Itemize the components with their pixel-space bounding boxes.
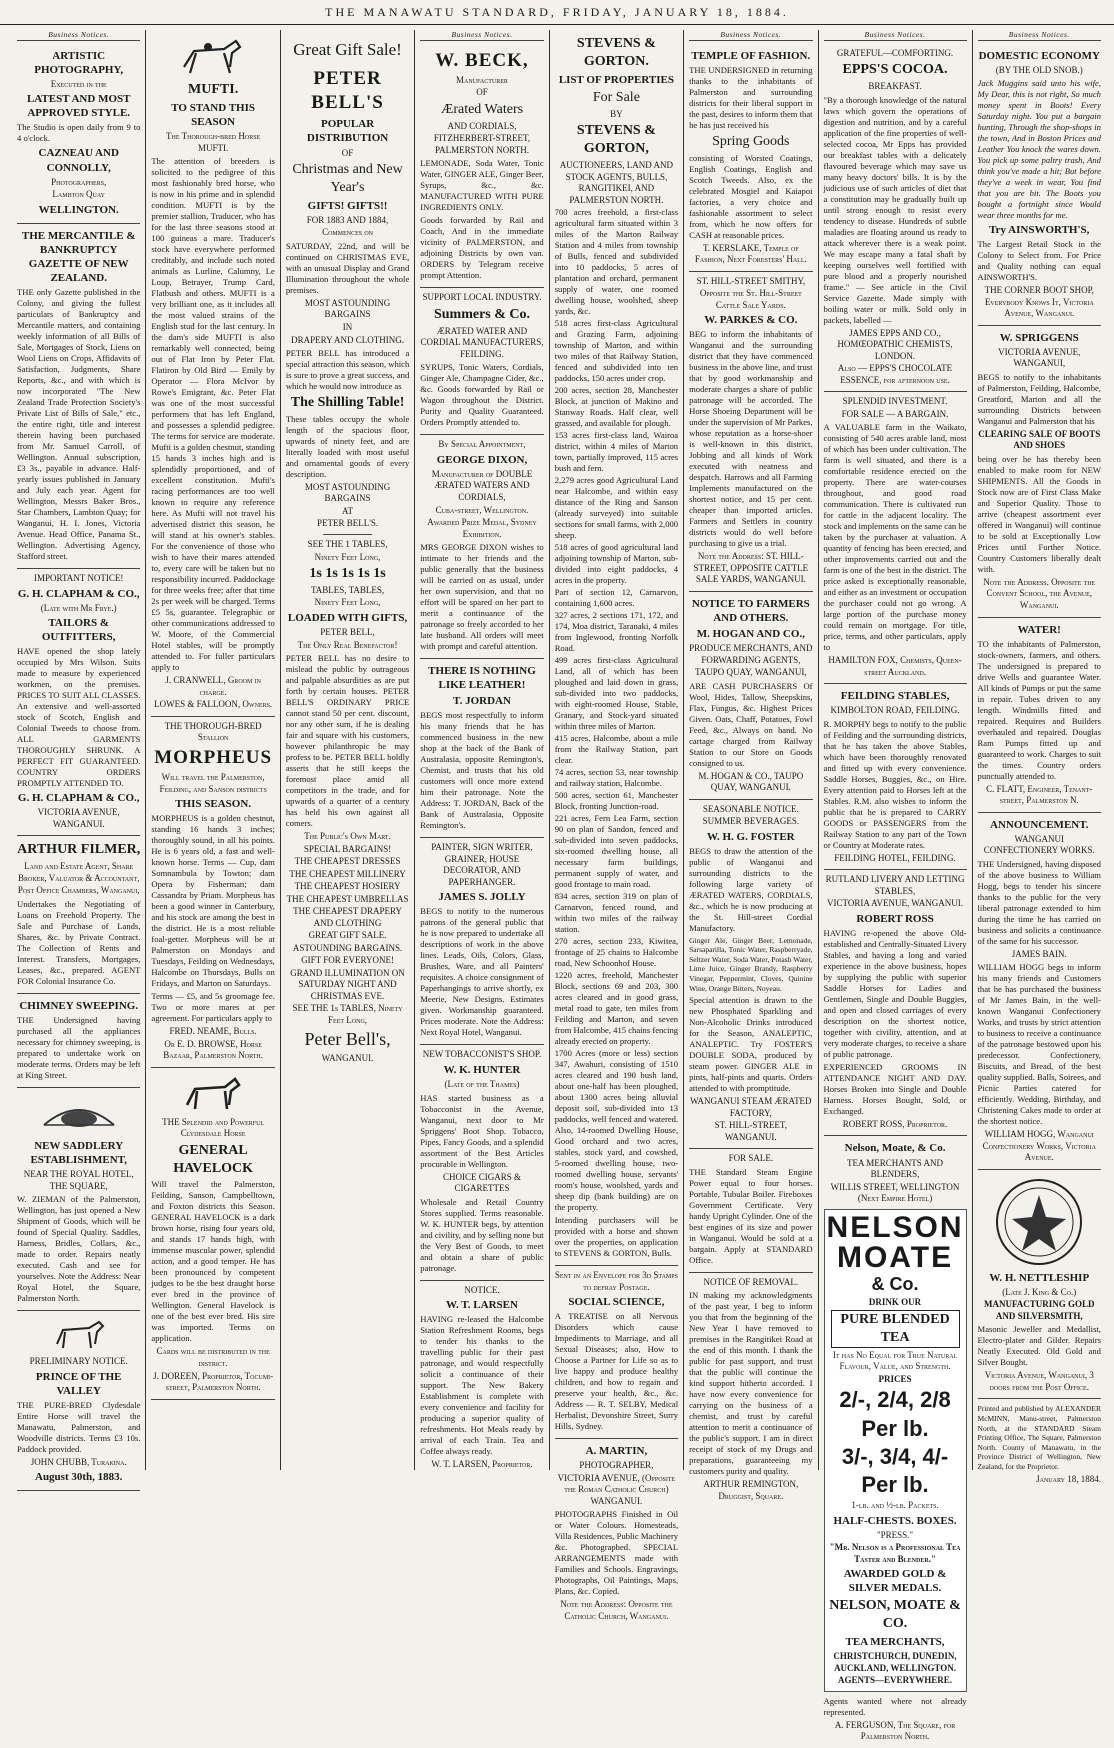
draught-horse-engraving-icon <box>181 1075 245 1113</box>
bargain-item: THE CHEAPEST DRESSES <box>294 856 401 867</box>
property-list <box>555 207 678 1213</box>
racehorse-engraving-icon <box>178 37 248 77</box>
ad-arthur-filmer: ARTHUR FILMER, Land and Estate Agent, Share Broker, Valuator & Accountant, Post Office Chambers, Wanganui, Undertakes the Negotiating of Loans on Freehold Property. The Sale and Purchase of Lands, Shares, &c. by Private Contract. The Collection of Rents and Interest. Transfers, Mortgages, Leases, &c., prepared. AGENT FOR Colonial Insurance Co. <box>17 836 140 993</box>
property-lot: 270 acres, section 233, Kiwitea, frontage of 25 chains to Halcombe road, New Schoonhof House. <box>554 936 679 969</box>
bargain-item: THE CHEAPEST UMBRELLAS <box>286 893 409 904</box>
ad-peter-bell: Great Gift Sale! PETER BELL'S POPULAR DISTRIBUTION OF Christmas and New Year's GIFTS! GIFTS!! FOR 1883 AND 1884, Commences on SATURDAY, 22nd, and will be continued on CHRISTMAS EVE, with an unusual Display and Grand Illumination throughout the whole premises. MOST ASTOUNDING BARGAINS IN DRAPERY AND CLOTHING. PETER BELL has introduced a special attraction this season, which is sure to prove a great success, and which he would now introduce as The Shilling Table! These tables occupy the whole length of the spacious floor, upwards of ninety feet, and are literally loaded with most useful and ornamental goods of every description. MOST ASTOUNDING BARGAINS AT PETER BELL'S. SEE THE 1 TABLES, Ninety Feet Long, 1s 1s 1s 1s 1s TABLES, TABLES, Ninety Feet Long, LOADED WITH GIFTS, PETER BELL, The Only Real Benefactor! PETER BELL has no desire to mislead the public by outrageous and palpable absurdities as are put forth by certain houses. PETER BELL'S ORDINARY PRICE cannot stand 50 per cent. discount, nor any other sum, if he is dealing fair and square with his customers, however philanthropic he may profess to be. PETER BELL boldly asserts that he still keeps the foremost place amid all competitors in the trade, and for upwards of a quarter of a century has held his own against all comers. The Public's Own Mart. SPECIAL BARGAINS! THE CHEAPEST DRESSES THE CHEAPEST MILLINERY THE CHEAPEST HOSIERY THE CHEAPEST UMBRELLAS THE CHEAPEST DRAPERY AND CLOTHING GREAT GIFT SALE. ASTOUNDING BARGAINS. GIFT FOR EVERYONE! GRAND ILLUMINATION ON SATURDAY NIGHT AND CHRISTMAS EVE. SEE THE 1s TABLES, Ninety Feet Long, Peter Bell's, WANGANUI. <box>285 40 410 1064</box>
ad-jordan: THERE IS NOTHING LIKE LEATHER! T. JORDAN BEGS most respectfully to inform his many friends that he has commenced business in the new shop at the back of the Bank of Australasia, opposite Remington's, Chemist, and trusts that his old customers will once more extend him their patronage. Note the Address: T. JORDAN, Back of the Bank of Australasia, Opposite Remington's. <box>420 659 543 838</box>
property-lot: 153 acres first-class land, Wairoa district, within 4 miles of Marton town, partially improved, 115 acres bush and fern. <box>554 430 679 474</box>
ad-hogan: NOTICE TO FARMERS AND OTHERS. M. HOGAN AND CO., PRODUCE MERCHANTS, AND FORWARDING AGENTS, TAUPO QUAY, WANGANUI, ARE CASH PURCHASERS Of Wool, Hides, Tallow, Sheepskins, Flax, Fungus, &c. Highest Prices Given. Oats, Chaff, Potatoes, Fowl Feed, &c., Always on hand. No cartage charged from Railway Station to our Store on Goods consigned to us. M. HOGAN & CO., TAUPO QUAY, WANGANUI. <box>689 592 812 800</box>
column-2 <box>146 30 280 1470</box>
ad-parkes-smithy: ST. HILL-STREET SMITHY, Opposite the St. Hill-Street Cattle Sale Yards. W. PARKES & CO. BEG to inform the inhabitants of Wanganui and the surrounding district that they have commenced business in the above line, and trust that by good workmanship and moderate charges a share of public patronage will be accorded. The Horse Shoeing Department will be under the supervision of Mr Parkes, whose reputation as a horse-shoer is well-known in this district. Jobbing and all kinds of Work executed with neatness and despatch. Harrows and all Farming Implements manufactured on the shortest notice, and 15 per cent. cheaper than imported articles. Farmers and Settlers in country districts would do well before purchasing to give us a trial. Note the Address: ST. HILL-STREET, OPPOSITE CATTLE SALE YARDS, WANGANUI. <box>689 272 812 592</box>
ad-clapham-tailors: IMPORTANT NOTICE! G. H. CLAPHAM & CO., (Late with Mr Frye.) TAILORS & OUTFITTERS, HAVE opened the shop lately occupied by Mrs Wilson. Suits made to measure by experienced workmen, on the premises. PRICES TO SUIT ALL CLASSES. An extensive and well-assorted stock of Scotch, English and Colonial Tweeds to choose from. ALL GARMENTS THOROUGHLY SHRUNK. A PERFECT FIT GUARANTEED. COUNTRY ORDERS PROMPTLY ATTENDED TO. G. H. CLAPHAM & CO., VICTORIA AVENUE, WANGANUI. <box>17 569 140 836</box>
column-4 <box>415 30 549 1470</box>
property-lot: 327 acres, 2 sections 171, 172, and 174, Moa district, Taranaki, 4 miles from Inglewood, fronting Norfolk Road. <box>554 610 679 654</box>
ad-chimney-sweeping: CHIMNEY SWEEPING. THE Undersigned having purchased all the appliances necessary for chimney sweeping, is prepared to undertake work on moderate terms. Orders may be left at King Street. <box>17 994 140 1088</box>
property-lot: 499 acres first-class Agricultural Land, all of which has been ploughed and laid down in grass, sub-divided into two paddocks, with eight-roomed House, Stable, Granary, and Stock-yard situated within three miles of Marton. <box>554 655 679 732</box>
ad-general-havelock: THE Splendid and Powerful Clydesdale Horse GENERAL HAVELOCK Will travel the Palmerston, Feilding, Sanson, Campbelltown, and Foxton districts this Season. GENERAL HAVELOCK is a dark brown horse, rising four years old, and stands 17 hands high, with immense muscular power, splendid action, and a good temper. He has been pronounced by competent judges to be the best draught horse ever bred in the province of Wellington. General Havelock is one of the best ever bred. His sire was imported. Terms on application. Cards will be distributed in the district. J. DOREEN, Proprietor, Tocumi-street, Palmerston North. <box>151 1068 274 1400</box>
column-6 <box>684 30 818 1501</box>
imprint: Printed and published by ALEXANDER McMINN, Manu-street, Palmerston North, at the STANDARD Steam Printing Office, The Square, Palmerston North. County of Manawatu, in the Province District of Wellington, New Zealand, for the Proprietor. January 18, 1884. <box>977 1404 1101 1484</box>
ad-jolly: PAINTER, SIGN WRITER, GRAINER, HOUSE DECORATOR, AND PAPERHANGER. JAMES S. JOLLY BEGS to notify to the numerous patrons of the general public that he is now prepared to undertake all descriptions of work in the above lines. Leads, Oils, Colors, Glass, Brushes, Ware, and all Painters' requisites. A choice consignment of Paperhangings to arrive shortly, ex Meerie, New Designs. Estimates given. Workmanship guaranteed. Prices moderate. Note the Address: Next Royal Hotel, Wanganui. <box>420 838 543 1045</box>
property-lot: Part of section 12, Carnarvon, containing 1,600 acres. <box>554 587 679 609</box>
column-8 <box>973 30 1106 1484</box>
ad-morpheus: THE THOROUGH-BRED Stallion MORPHEUS Will travel the Palmerston, Feilding, and Sanson districts THIS SEASON. MORPHEUS is a golden chestnut, standing 16 hands 3 inches; thoroughly sound, in all his points. He is 6 years old, a fast and well-known horse. Terms — Cup, dam Somnambula by Towton; dam Opera by Fisherman; dam Cassandra by Priam. Morpheus has been a good winner in Canterbury, and his stock are among the best in the district. He is a most reliable foal-getter. Morpheus will be at Palmerston on Mondays and Tuesdays, Feilding on Wednesdays, Halcombe on Thursdays, Bulls on Fridays, and Marton on Saturdays. Terms — £5, and 5s groomage fee. Two or more mares at per agreement. For particulars apply to FRED. NEAME, Bulls. Or E. D. BROWSE, Horse Bazaar, Palmerston North. <box>151 717 274 1068</box>
divider <box>323 534 372 535</box>
ad-feilding-stables: FEILDING STABLES, KIMBOLTON ROAD, FEILDING. R. MORPHY begs to notify to the public of Feilding and the surrounding districts, that he has taken the above Stables, which have been thoroughly renovated and fitted up with every convenience. Saddle Horses, Buggies, &c., on Hire. Every attention paid to Horses left at the Stables. R.M. also wishes to inform the public that he is prepared to CARRY GOODS or PASSENGERS from the Railway Station to any part of the Town or Country at Moderate rates. FEILDING HOTEL, FEILDING. <box>824 684 967 870</box>
ad-foster: SEASONABLE NOTICE. SUMMER BEVERAGES. W. H. G. FOSTER BEGS to draw the attention of the public of Wanganui and surrounding districts to the following large variety of ÆRATED WATERS, CORDIALS, &c., which he is now producing at the St. Hill-street Cordial Manufactory. Ginger Ale, Ginger Beer, Lemonade, Sarsaparilla, Tonic Water, Raspberryade, Seltzer Water, Soda Water, Potash Water, Lime Juice, Ginger Brandy, Raspberry Vinegar, Peppermint, Cloves, Quinine Wine, Orange Bitters, Noyeau. Special attention is drawn to the new Phosphated Sparkling and Non-Alcoholic Drinks introduced for the Season, ANALEPTIC, ANALEPTIC. Try FOSTER'S DOUBLE SODA, produced by steam power. GINGER ALE in pints, half-pints and quarts. Orders attended to with promptitude. WANGANUI STEAM ÆRATED FACTORY, ST. HILL-STREET, WANGANUI. <box>689 800 812 1150</box>
tea-advertisement-box: NELSON MOATE & Co. DRINK OUR PURE BLENDED TEA It has No Equal for True Natural Flavour, Value, and Strength. PRICES 2/-, 2/4, 2/8 Per lb. 3/-, 3/4, 4/- Per lb. 1-lb. and ½-lb. Packets. HALF-CHESTS. BOXES. "PRESS." "Mr. Nelson is a Professional Tea Taster and Blender." AWARDED GOLD & SILVER MEDALS. NELSON, MOATE & CO. TEA MERCHANTS, CHRISTCHURCH, DUNEDIN, AUCKLAND, WELLINGTON. AGENTS—EVERYWHERE. <box>824 1209 967 1692</box>
property-lot: 1700 Acres (more or less) section 347, Awahuri, consisting of 1510 acres cleared and 190 bush land, about one-half has been ploughed, about 1300 acres being alluvial deposit soil, sub-divided into 13 paddocks, well fenced and watered. Also, 14-roomed Dwelling House, Good orchard and two acres, stables, stock yard, and cowshed, 5-roomed dwelling house, two-roomed dwelling house, servants' room's house, woolshed, yards and sheep dip (bank building) are on the property. <box>554 1048 679 1213</box>
property-lot: 200 acres, section 28, Manchester Block, at junction of Makino and Stanway Roads. Half clear, well grassed, and available for plough. <box>554 385 679 429</box>
ad-social-science: Sent in an Envelope for 3d Stamps to defray Postage. SOCIAL SCIENCE, A TREATISE on all Nervous Disorders which cause Impediments to Marriage, and all Sexual Diseases; also, How to Choose a Partner for Life so as to live happy and produce healthy children, and how to regain and preserve your health, &c., &c. Address — R. T. SELBY, Medical Herbalist, Devonshire Street, Surry Hills, Sydney. <box>555 1266 678 1439</box>
bargain-item: THE CHEAPEST DRAPERY AND CLOTHING <box>293 906 402 928</box>
ad-hunter: NEW TOBACCONIST'S SHOP. W. K. HUNTER (Late of the Thames) HAS started business as a Tobacconist in the Avenue, Wanganui, next door to Mr Spriggens' Boot Shop. Tobacco, Pipes, Fancy Goods, and a splendid assortment of the Best Articles procurable in Wellington. CHOICE CIGARS & CIGARETTES Wholesale and Retail Country Stores supplied. Terms reasonable. W. K. HUNTER begs, by attention and civility, and by selling none but the Very Best of Goods, to meet and obtain a share of public patronage. <box>420 1045 543 1280</box>
property-lot: 834 acres, section 319 on plan of Carnarvon, fenced round, and within two miles of the railway station. <box>554 891 679 935</box>
ad-prince-of-valley: PRELIMINARY NOTICE. PRINCE OF THE VALLEY THE PURE-BRED Clydesdale Entire Horse will travel the Manawatu, Palmerston, and Woodville districts. Terms £3 10s. Paddock provided. JOHN CHUBB, Turakina. August 30th, 1883. <box>17 1311 140 1491</box>
ad-splendid-investment: SPLENDID INVESTMENT. FOR SALE — A BARGAIN. A VALUABLE farm in the Waikato, consisting of 540 acres arable land, most of which has been under cultivation. The farm is well situated, and there is a comfortable residence erected on the property. There are water-courses throughout, and good road communication. There is cultivated run for cattle in the adjacent locality. The stock and implements on the same can be taken by the purchaser at valuation. A quantity of fencing has been erected, and other improvements carried out and the farm is one of the best in the district. The price asked is exceptionally reasonable, and either as an investment or occupation the purchaser could not go wrong. A large portion of the purchase money could remain on mortgage. For title, price, terms, and other particulars, apply to HAMILTON FOX, Chemists, Queen-street Auckland. <box>824 392 967 684</box>
ad-w-beck: W. BECK, Manufacturer OF Ærated Waters AND CORDIALS, FITZHERBERT-STREET, PALMERSTON NORTH. LEMONADE, Soda Water, Tonic Water, GINGER ALE, Ginger Beer, Syrups, &c., &c. MANUFACTURED WITH PURE INGREDIENTS ONLY. Goods forwarded by Rail and Coach, And in the immediate vicinity of PALMERSTON, and adjoining Districts by own van. ORDERS by Telegram receive prompt Attention. <box>420 44 543 289</box>
ad-confectionery-announcement: ANNOUNCEMENT. WANGANUI CONFECTIONERY WORKS. THE Undersigned, having disposed of the above business to William Hogg, begs to tender his sincere thanks to the public for the very liberal patronage extended to him during the time he has carried on business and solicits a continuance of the same for his successor. JAMES BAIN. WILLIAM HOGG begs to inform his many friends and Customers that he has purchased the business of Mr James Bain, in the well-known Wanganui Confectionery Works, and trusts by strict attention to business to receive a continuance of the patronage bestowed upon his predecessor. Confectionery, Biscuits, and Bread, of the best quality supplied. Balls, Soirees, and Picnic Parties catered for efficiently. Wedding, Birthday, and Christening Cakes made to order at the shortest notice. WILLIAM HOGG, Wanganui Confectionery Works, Victoria Avenue. <box>978 813 1101 1170</box>
column-header: Business Notices. <box>17 30 140 41</box>
column-1 <box>12 30 146 1484</box>
ad-larsen: NOTICE. W. T. LARSEN HAVING re-leased the Halcombe Station Refreshment Rooms, begs to tender his thanks to the travelling public for their past patronage, and would respectfully solicit a continuance of their support. The New Bakery Establishment is complete with every convenience and facility for producing a superior quality of refreshments. Hot Meals ready by arrival of each Train. Tea and Coffee always ready. W. T. LARSEN, Proprietor. <box>420 1284 544 1470</box>
property-lot: 2,279 acres good Agricultural Land near Halcombe, and within easy distance of the Ring and Sanson (already surveyed) into suitable sections for small farms, with 2,000 sheep. <box>554 475 679 541</box>
property-lot: 700 acres freehold, a first-class agricultural farm situated within 3 miles of the Marton Railway Station and 4 miles from township of Bulls, fenced and subdivided into 10 paddocks, 5 acres of plantation and orchard, permanent supply of water, one roomed dwelling house, woolshed, sheep yards, &c. <box>554 207 679 317</box>
property-lot: 415 acres, Halcombe, about a mile from the Railway Station, part clear. <box>554 733 679 766</box>
horse-engraving-icon <box>49 1318 109 1352</box>
property-lot: 1220 acres, freehold, Manchester Block, sections 69 and 203, 300 acres cleared and in good grass, metal road to gate, ten miles from Feilding and Marton, and seven from Halcombe, 415 chains fencing already erected on property. <box>554 970 679 1047</box>
ad-engine-for-sale: FOR SALE. THE Standard Steam Engine Power equal to four horses. Portable, Tubular Boiler. Fireboxes Government Certificate. Very handy Upright Cylinder. One of the best engines of its size and power in Wanganui. Would be sold at a bargain. Apply at STANDARD Office. <box>689 1149 812 1273</box>
ad-domestic-economy: DOMESTIC ECONOMY (BY THE OLD SNOB.) Jack Muggins said unto his wife, My Dear, this is not right, So much money spent in Boots! Every Saturday night. You put a bargain hunting, Through the shop-shops in the town, And in Boston Prices and Leather You knock the wares down. You pick up some paltry trash, And think you've made a hit; But before they've a week in wear, You find that you are bit. The Boots you bought a fortnight since Would wear three months for me. Try AINSWORTH'S, The Largest Retail Stock in the Colony to Select from. For Price and Quality nothing can equal AINSWORTH'S. THE CORNER BOOT SHOP, Everybody Knows It, Victoria Avenue, Wanganui. <box>978 44 1101 326</box>
saddlery-engraving-icon <box>34 1095 124 1135</box>
property-lot: 518 acres first-class Agricultural and Grazing Farm, adjoining township of Marton, and within two miles of that Railway Station, fenced and subdivided into ten paddocks, 150 acres under crop. <box>554 318 679 384</box>
property-lot: 74 acres, section 53, near township and railway station, Halcombe. <box>554 767 679 789</box>
column-header: Business Notices. <box>978 30 1101 41</box>
ad-saddlery: NEW SADDLERY ESTABLISHMENT, NEAR THE ROYAL HOTEL, THE SQUARE, W. ZIEMAN of the Palmerston, Wellington, has just opened a New Shipment of Goods, which will be found of Special Quality. Saddles, Harness, Bridles, Collars, &c., made to order. Repairs neatly executed. Cash and see for yourselves. Note the Address: Near Royal Hotel, the Square, Palmerston North. <box>17 1088 140 1311</box>
ad-nelson-moate-tea: Nelson, Moate, & Co. TEA MERCHANTS AND BLENDERS, WILLIS STREET, WELLINGTON (Next Empire Hotel) NELSON MOATE & Co. DRINK OUR PURE BLENDED TEA It has No Equal for True Natural Flavour, Value, and Strength. PRICES 2/-, 2/4, 2/8 Per lb. 3/-, 3/4, 4/- Per lb. 1-lb. and ½-lb. Packets. HALF-CHESTS. BOXES. "PRESS." "Mr. Nelson is a Professional Tea Taster and Blender." AWARDED GOLD & SILVER MEDALS. NELSON, MOATE & CO. TEA MERCHANTS, CHRISTCHURCH, DUNEDIN, AUCKLAND, WELLINGTON. AGENTS—EVERYWHERE. Agents wanted where not already represented. A. FERGUSON, The Square, for Palmerston North. <box>823 1142 967 1742</box>
column-header: Business Notices. <box>689 30 812 41</box>
ad-temple-of-fashion: TEMPLE OF FASHION. THE UNDERSIGNED in returning thanks to the inhabitants of Palmerston and surrounding districts for their liberal support in the past, desires to inform them that he has just received his Spring Goods consisting of Worsted Coatings, English Coatings, English and Scotch Tweeds. Also, ex the celebrated Mosgiel and Kaiapoi factories, a very choice and fashionable assortment to select from, which he now offers for CASH at reasonable prices. T. KERSLAKE, Temple of Fashion, Next Foresters' Hall. <box>689 44 812 272</box>
property-lot: 518 acres of good agricultural land adjoining township of Marton, sub-divided into eight paddocks, 4 acres in the property. <box>554 542 679 586</box>
column-header: Business Notices. <box>824 30 967 41</box>
ad-rutland-stables: RUTLAND LIVERY AND LETTING STABLES, VICTORIA AVENUE, WANGANUI. ROBERT ROSS HAVING re-opened the above Old-established and Centrally-Situated Livery Stables, and having a long and varied experience in the above business, hopes by supplying the public with superior Saddle Horses for Ladies and Gentlemen, Single and Double Buggies, and open and closed carriages of every description on the shortest notice, together with civility, attention, and at very moderate charges, to receive a share of public patronage. EXPERIENCED GROOMS IN ATTENDANCE NIGHT AND DAY. Horses Broken into Single and Double Harness. Horses Bought, Sold, or Exchanged. ROBERT ROSS, Proprietor. <box>824 870 967 1136</box>
ad-notice-of-removal: NOTICE OF REMOVAL. IN making my acknowledgments of the past year, I beg to inform you that from the beginning of the New Year I have removed to premises in the Rangitikei Road at the end of this month. I thank the public for past support, and trust that the public will continue the kind support hitherto accorded. I have now every convenience for carrying on the business of a chemist, and trust by careful attention to merit a continuance of the public's support. I am in direct receipt of stock of my Drugs and preparations, guaranteeing my customers purity and quality. ARTHUR REMINGTON, Druggist, Square. <box>689 1276 813 1501</box>
ad-water: WATER! TO the inhabitants of Palmerston, stock-owners, farmers, and others. The undersigned is prepared to drive Wells and guarantee Water. All kinds of Pumps or put the same in repair. Tubes driven to any length. Windmills fitted and repaired. Requires and Builders overhauled and repaired. Douglas Ram Pumps fitted up and guaranteed to work. Charges to suit the times. Country orders punctually attended to. C. FLATT, Engineer, Tenant-street, Palmerston N. <box>978 618 1101 813</box>
column-3 <box>281 30 415 1470</box>
newspaper-columns <box>12 30 1106 1742</box>
jeweller-medallion-icon <box>994 1177 1084 1267</box>
ad-george-dixon: By Special Appointment, GEORGE DIXON, Manufacturer of DOUBLE ÆRATED WATERS AND CORDIALS, Cuba-street, Wellington. Awarded Prize Medal, Sydney Exhibition. MRS GEORGE DIXON wishes to intimate to her friends and the public generally that the business will be carried on as usual, under her own supervision, and that no effort will be spared on her part to merit a continuance of the patronage so freely accorded to her late husband. All orders will meet with prompt and careful attention. <box>420 435 543 659</box>
property-lot: 221 acres, Fern Lea Farm, section 90 on plan of Sandon, fenced and sub-divided into seven paddocks, six-roomed dwelling house, all necessary farm buildings, permanent supply of water, and good frontage to main road. <box>554 813 679 890</box>
bargain-item: THE CHEAPEST HOSIERY <box>294 881 401 892</box>
ad-martin-photographer: A. MARTIN, PHOTOGRAPHER, VICTORIA AVENUE, (Opposite the Roman Catholic Church) WANGANUI. PHOTOGRAPHS Finished in Oil or Water Colours. Homesteads, Villa Residences, Public Machinery &c. Photographed. SPECIAL ARRANGEMENTS made with Families and Schools. Engravings, Photographs, Oil Paintings, Maps, Plans, &c. Copied. Note the Address: Opposite the Catholic Church, Wanganui. <box>554 1445 679 1621</box>
ad-summers: SUPPORT LOCAL INDUSTRY. Summers & Co. ÆRATED WATER AND CORDIAL MANUFACTURERS, FEILDING. SYRUPS, Tonic Waters, Cordials, Ginger Ale, Champagne Cider, &c., &c. Goods forwarded by Rail or Wagon throughout the District. Purity and Quality Guaranteed. Orders Promptly attended to. <box>420 288 543 435</box>
bargain-item: THE CHEAPEST MILLINERY <box>289 868 406 879</box>
ad-spriggens: W. SPRIGGENS VICTORIA AVENUE, WANGANUI, BEGS to notify to the inhabitants of Palmerston, Feilding, Halcombe, Greatford, Marton and all the surrounding Districts between Wanganui and Palmerston that his CLEARING SALE OF BOOTS AND SHOES being over he has thereby been enabled to make room for NEW SHIPMENTS. All the Goods in Stock now are of First Class Make and Superior Quality. Those to arrive (cheapest assortment ever offered in Wanganui) will continue to be sold at Exceptionally Low Prices until Further Notice. Country Customers liberally dealt with. Note the Address. Opposite the Convent School, the Avenue, Wanganui. <box>978 326 1101 618</box>
column-5 <box>550 30 684 1621</box>
column-header: Business Notices. <box>420 30 543 41</box>
ad-mercantile-gazette: THE MERCANTILE & BANKRUPTCY GAZETTE OF NEW ZEALAND. THE only Gazette published in the Colony, and giving the fullest particulars of Bankruptcy and Mercantile matters, and containing weekly information of all Bills of Sale, Mortgages of Stock, Liens on Wool Liens on Crops, Affidavits of Satisfaction, Judgments, Share Reports, &c., and with which is now incorporated "The New Zealand Trade Protection Society's Private List of Bills of Sale," etc., the entire right, title and interest therein having been purchased from Mr. Samuel Carroll, of Wellington. Annual subscription, £3 3s., payable in advance. Half-yearly issues published in January and July each year. Agent for Wellington, Messrs Baker Bros., Star Chambers, Lambton Quay; for Wanganui, H. I. Jones, Victoria Avenue. Head Office, Panama St., Wellington. Advertising Agency, Stafford street. <box>17 224 140 569</box>
ad-epps-cocoa: GRATEFUL—COMFORTING. EPPS'S COCOA. BREAKFAST. "By a thorough knowledge of the natural laws which govern the operations of digestion and nutrition, and by a careful application of the fine properties of well-selected cocoa, Mr Epps has provided our breakfast tables with a delicately flavoured beverage which may save us many heavy doctors' bills. It is by the judicious use of such articles of diet that a constitution may be gradually built up until strong enough to resist every tendency to disease. Hundreds of subtle maladies are floating around us ready to attack wherever there is a weak point. We may escape many a fatal shaft by keeping ourselves well fortified with pure blood and a properly nourished frame." — See article in the Civil Service Gazette. Made simply with boiling water or milk. Sold only in packets, labelled — JAMES EPPS AND CO., HOMŒOPATHIC CHEMISTS, LONDON. Also — EPPS'S CHOCOLATE ESSENCE, for afternoon use. <box>824 44 967 393</box>
ad-photography: ARTISTIC PHOTOGRAPHY, Executed in the LATEST AND MOST APPROVED STYLE. The Studio is open daily from 9 to 4 o'clock. CAZNEAU AND CONNOLLY, Photographers, Lambton Quay WELLINGTON. <box>17 44 140 224</box>
ad-mufti: MUFTI. TO STAND THIS SEASON The Thorough-bred Horse MUFTI. The attention of breeders is solicited to the pedigree of this most fashionably bred horse, who is now in his prime and in splendid condition. MUFTI is by the premier stallion, Traducer, who has for the last three seasons stood at 100 guineas a mare. Traducer's stock have everywhere performed creditably, and include such noted animals as Lurline, Calumny, Le Loup, Betrayer, Trump Card, Flatbush and others. MUFTI is a very brilliant one, as it includes all the most valued strains of the English stud for the last century. In the dam's side MUFTI is also remarkably well connected, being out of Flat Iron by Peter Flat. Flatiron by Old Bird — Emily by Operator — Flora McIvor by Rowe's Emigrant, &c. Peter Flat was one of the most successful performers that has left England, and possesses a splendid pedigree. The terms for service are moderate. Mufti is a golden chestnut, standing 15 hands 3 inches high and is splendidly proportioned, and of excellent constitution. Mufti's racing performances are too well known to require any reference here. As Mufti will not travel his advertised district this season, he will stand at his owner's stables. For the convenience of those who wish to have their mares attended to, every care will be taken but no responsibility incurred. Paddockage for three weeks free; after that time 2s per week will be charged. Terms £5 5s, guarantee. Telegraphic or other communications addressed to W. Moore, of the Commercial Hotel stables, will be promptly attended to. For fuller particulars apply to J. CRANWELL, Groom in charge. LOWES & FALLOON, Owners. <box>151 30 274 717</box>
ad-stevens-gorton: STEVENS & GORTON. LIST OF PROPERTIES For Sale BY STEVENS & GORTON, AUCTIONEERS, LAND AND STOCK AGENTS, BULLS, RANGITIKEI, AND PALMERSTON NORTH. 700 acres freehold, a first-class agricultural farm situated within 3 miles of the Marton Railway Station and 4 miles from township of Bulls, fenced and subdivided into 10 paddocks, 5 acres of plantation and orchard, permanent supply of water, one roomed dwelling house, woolshed, sheep yards, &c. 518 acres first-class Agricultural and Grazing Farm, adjoining township of Marton, and within two miles of that Railway Station, fenced and subdivided into ten paddocks, 150 acres under crop. 200 acres, section 28, Manchester Block, at junction of Makino and Stanway Roads. Half clear, well grassed, and available for plough. 153 acres first-class land, Wairoa district, within 4 miles of Marton town, partially improved, 115 acres bush and fern. 2,279 acres good Agricultural Land near Halcombe, and within easy distance of the Ring and Sanson (already surveyed) into suitable sections for small farms, with 2,000 sheep. 518 acres of good agricultural land adjoining township of Marton, sub-divided into eight paddocks, 4 acres in the property. Part of section 12, Carnarvon, containing 1,600 acres. 327 acres, 2 sections 171, 172, and 174, Moa district, Taranaki, 4 miles from Inglewood, fronting Norfolk Road. 499 acres first-class Agricultural Land, all of which has been ploughed and laid down in grass, sub-divided into two paddocks, with eight-roomed House, Stable, Granary, and Stock-yard situated within three miles of Marton. 415 acres, Halcombe, about a mile from the Railway Station, part clear. 74 acres, section 53, near township and railway station, Halcombe. 500 acres, section 61, Manchester Block, fronting Junction-road. 221 acres, Fern Lea Farm, section 90 on plan of Sandon, fenced and sub-divided into seven paddocks, six-roomed dwelling house, all necessary farm buildings, permanent supply of water, and good frontage to main road. 834 acres, section 319 on plan of Carnarvon, fenced round, and within two miles of the railway station. 270 acres, section 233, Kiwitea, frontage of 25 chains to Halcombe road, New Schoonhof House. 1220 acres, freehold, Manchester Block, sections 69 and 203, 300 acres cleared and in good grass, metal road to gate, ten miles from Feilding and Marton, and seven from Halcombe, 415 chains fencing already erected on property. 1700 Acres (more or less) section 347, Awahuri, consisting of 1510 acres cleared and 190 bush land, about one-half has been ploughed, about 1300 acres being alluvial deposit soil, sub-divided into 13 paddocks, well fenced and watered. Also, 14-roomed Dwelling House, Good orchard and two acres, stables, stock yard, and cowshed, 5-roomed dwelling house, two-roomed dwelling house, servants' room's house, woolshed, yards and sheep dip (bank building) are on the property. Intending purchasers will be provided with a horse and shown over the properties, on application to STEVENS & GORTON, Bulls. <box>555 30 678 1266</box>
property-lot: 500 acres, section 61, Manchester Block, fronting Junction-road. <box>554 790 679 812</box>
ad-nettleship: W. H. NETTLESHIP (Late J. King & Co.) MANUFACTURING GOLD AND SILVERSMITH, Masonic Jeweller and Medallist, Electro-plater and Gilder. Repairs Neatly Executed. Old Gold and Silver Bought. Victoria Avenue, Wanganui, 3 doors from the Post Office. <box>978 1170 1101 1400</box>
masthead: THE MANAWATU STANDARD, FRIDAY, JANUARY 18, 1884. <box>0 0 1114 25</box>
bargain-list <box>286 856 409 929</box>
column-7 <box>819 30 973 1742</box>
